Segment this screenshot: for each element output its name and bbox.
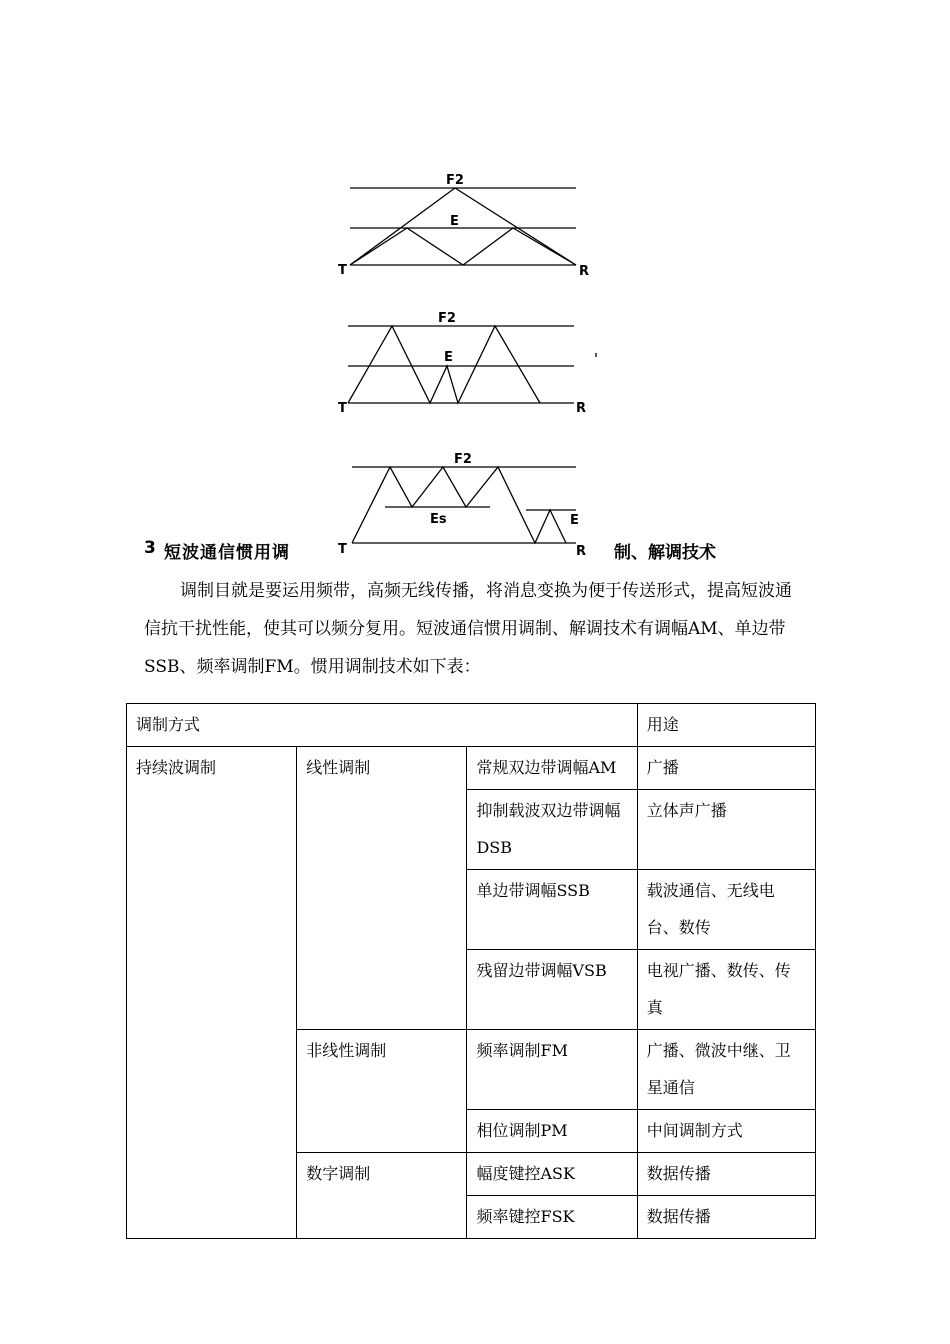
- use-cell: 广播: [637, 747, 815, 790]
- use-cell: 立体声广播: [637, 790, 815, 870]
- section-heading: [144, 538, 804, 564]
- d2-r-label: R: [576, 401, 587, 416]
- continuous-wave-cell: 持续波调制: [127, 747, 297, 1239]
- method-cell: 抑制载波双边带调幅DSB: [467, 790, 637, 870]
- section-title-left: 短波通信惯用调: [164, 543, 290, 563]
- method-cell: 残留边带调幅VSB: [467, 950, 637, 1030]
- d1-r-label: R: [579, 264, 590, 279]
- method-cell: 相位调制PM: [467, 1110, 637, 1153]
- digital-modulation-cell: 数字调制: [297, 1153, 467, 1239]
- method-cell: 单边带调幅SSB: [467, 870, 637, 950]
- section-number: 3: [144, 538, 156, 558]
- table-row: [127, 747, 816, 790]
- method-cell: 频率键控FSK: [467, 1196, 637, 1239]
- method-cell: 幅度键控ASK: [467, 1153, 637, 1196]
- d1-f2-hop-path: [350, 188, 576, 265]
- use-cell: 数据传播: [637, 1196, 815, 1239]
- propagation-diagrams: [330, 160, 610, 560]
- linear-modulation-cell: 线性调制: [297, 747, 467, 1030]
- d3-es-label: Es: [430, 512, 447, 527]
- d1-t-label: T: [338, 263, 347, 278]
- modulation-table: [126, 703, 816, 1239]
- nonlinear-modulation-cell: 非线性调制: [297, 1030, 467, 1153]
- d2-t-label: T: [338, 401, 347, 416]
- table-header-row: [127, 704, 816, 747]
- use-cell: 数据传播: [637, 1153, 815, 1196]
- d1-f2-label: F2: [446, 173, 464, 188]
- use-cell: 电视广播、数传、传真: [637, 950, 815, 1030]
- method-cell: 常规双边带调幅AM: [467, 747, 637, 790]
- d3-path: [352, 467, 566, 543]
- use-cell: 广播、微波中继、卫星通信: [637, 1030, 815, 1110]
- d3-r-label: R: [576, 544, 587, 559]
- d2-e-label: E: [444, 350, 453, 365]
- d1-e-label: E: [450, 214, 459, 229]
- d3-t-label: T: [338, 542, 347, 557]
- method-cell: 频率调制FM: [467, 1030, 637, 1110]
- use-cell: 中间调制方式: [637, 1110, 815, 1153]
- propagation-figure: [330, 160, 610, 560]
- section-title-right: 制、解调技术: [614, 543, 716, 563]
- d1-e-hop-path: [350, 228, 576, 265]
- use-cell: 载波通信、无线电台、数传: [637, 870, 815, 950]
- d3-f2-label: F2: [454, 452, 472, 467]
- body-paragraph: 调制目就是要运用频带，高频无线传播，将消息变换为便于传送形式，提高短波通信抗干扰性能，使其可以频分复用。短波通信惯用调制、解调技术有调幅AM、单边带SSB、频率调制FM。惯用调制技术如下表：: [144, 581, 792, 677]
- header-use: 用途: [637, 704, 815, 747]
- d2-f2-label: F2: [438, 311, 456, 326]
- header-modulation-method: 调制方式: [127, 704, 638, 747]
- d3-e-label: E: [570, 513, 579, 528]
